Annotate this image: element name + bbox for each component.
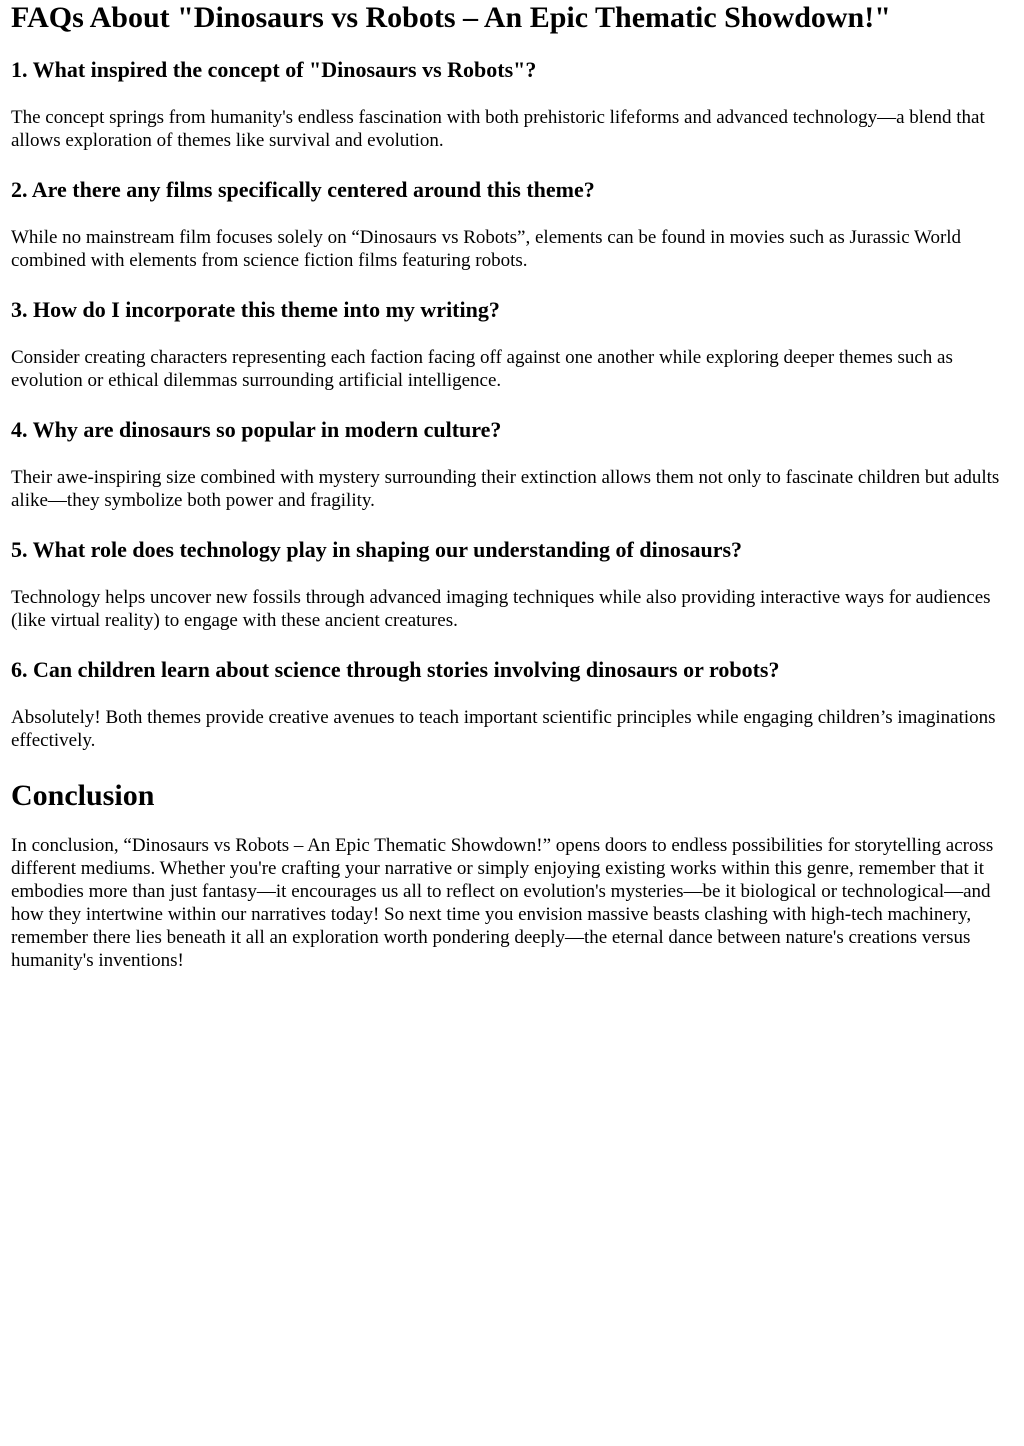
faq-question: 3. How do I incorporate this theme into my writing? [11, 297, 500, 322]
faq-question: 1. What inspired the concept of "Dinosaurs vs Robots"? [11, 57, 537, 82]
faq-item [11, 536, 1014, 632]
faq-answer: The concept springs from humanity's endless fascination with both prehistoric lifeforms and advanced technology—a blend that allows exploration of themes like survival and evolution. [11, 107, 985, 151]
faq-item [11, 416, 1014, 512]
faq-item [11, 296, 1014, 392]
faq-answer: Absolutely! Both themes provide creative avenues to teach important scientific principles while engaging children’s imaginations effectively. [11, 707, 996, 751]
conclusion-heading: Conclusion [11, 779, 155, 812]
conclusion-text: In conclusion, “Dinosaurs vs Robots – An Epic Thematic Showdown!” opens doors to endless possibilities for storytelling across different mediums. Whether you're crafting your narrative or simply enjoying existing works within this genre, remember that it embodies more than just fantasy—it encourages us all to reflect on evolution's mysteries—be it biological or technological—and how they intertwine within our narratives today! So next time you envision massive beasts clashing with high-tech machinery, remember there lies beneath it all an exploration worth pondering deeply—the eternal dance between nature's creations versus humanity's inventions! [11, 835, 994, 971]
faq-question: 6. Can children learn about science through stories involving dinosaurs or robots? [11, 657, 780, 682]
faq-answer: While no mainstream film focuses solely on “Dinosaurs vs Robots”, elements can be found in movies such as Jurassic World combined with elements from science fiction films featuring robots. [11, 227, 962, 271]
faq-question: 4. Why are dinosaurs so popular in modern culture? [11, 417, 502, 442]
faq-item [11, 656, 1014, 752]
faq-question: 5. What role does technology play in shaping our understanding of dinosaurs? [11, 537, 743, 562]
faq-answer: Their awe-inspiring size combined with mystery surrounding their extinction allows them not only to fascinate children but adults alike—they symbolize both power and fragility. [11, 467, 1000, 511]
faq-answer: Technology helps uncover new fossils through advanced imaging techniques while also providing interactive ways for audiences (like virtual reality) to engage with these ancient creatures. [11, 587, 991, 631]
page-title: FAQs About "Dinosaurs vs Robots – An Epic Thematic Showdown!" [11, 1, 891, 34]
faq-item [11, 176, 1014, 272]
faq-answer: Consider creating characters representing each faction facing off against one another while exploring deeper themes such as evolution or ethical dilemmas surrounding artificial intelligence. [11, 347, 953, 391]
faq-item [11, 56, 1014, 152]
faq-question: 2. Are there any films specifically centered around this theme? [11, 177, 595, 202]
